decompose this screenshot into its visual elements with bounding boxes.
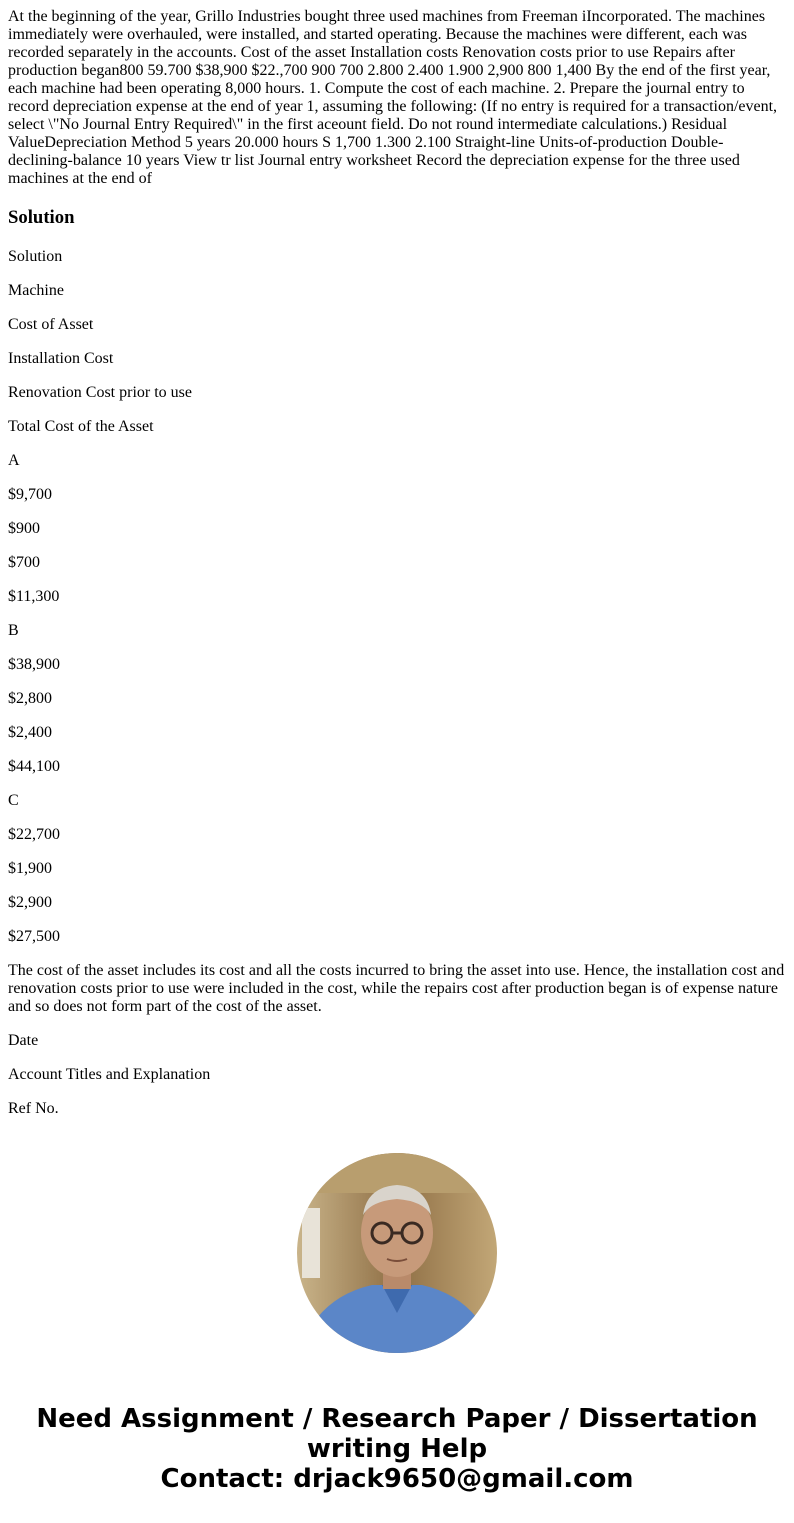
- table-cell: $9,700: [8, 486, 52, 503]
- table-cell: A: [8, 452, 20, 469]
- cost-table: [8, 282, 786, 946]
- table-header-installation-cost: Installation Cost: [8, 350, 114, 367]
- journal-header-ref-no: Ref No.: [8, 1100, 59, 1117]
- table-cell: $900: [8, 520, 40, 537]
- avatar: [297, 1153, 497, 1353]
- footer-line-2: writing Help: [306, 1434, 488, 1464]
- table-header-renovation-cost: Renovation Cost prior to use: [8, 384, 192, 401]
- table-cell: C: [8, 792, 19, 809]
- footer-line-1: Need Assignment / Research Paper / Dissertation: [36, 1404, 758, 1434]
- table-cell: $2,900: [8, 894, 52, 911]
- table-cell: $2,800: [8, 690, 52, 707]
- table-cell: $38,900: [8, 656, 60, 673]
- table-cell: $27,500: [8, 928, 60, 945]
- table-cell: $11,300: [8, 588, 60, 605]
- table-cell: $44,100: [8, 758, 60, 775]
- explanation-text: The cost of the asset includes its cost and all the costs incurred to bring the asset into use. Hence, the installation cost and renovation costs prior to use were included in the cost, while the repairs cost after production began is of expense nature and so does not form part of the cost of the asset.: [8, 962, 785, 1015]
- table-header-cost-of-asset: Cost of Asset: [8, 316, 94, 333]
- table-header-machine: Machine: [8, 282, 64, 299]
- solution-label: Solution: [8, 248, 63, 265]
- table-cell: $2,400: [8, 724, 52, 741]
- table-cell: $22,700: [8, 826, 60, 843]
- question-text: At the beginning of the year, Grillo Industries bought three used machines from Freeman iIncorporated. The machines immediately were overhauled, were installed, and started operating. Because the machines were different, each was recorded separately in the accounts. Cost of the asset Installation costs Renovation costs prior to use Repairs after production began800 59.700 $38,900 $22.,700 900 700 2.800 2.400 1.900 2,900 800 1,400 By the end of the first year, each machine had been operating 8,000 hours. 1. Compute the cost of each machine. 2. Prepare the journal entry to record depreciation expense at the end of year 1, assuming the following: (If no entry is required for a transaction/event, select \"No Journal Entry Required\" in the first aceount field. Do not round intermediate calculations.) Residual ValueDepreciation Method 5 years 20.000 hours S 1,700 1.300 2.100 Straight-line Units-of-production Double-declining-balance 10 years View tr list Journal entry worksheet Record the depreciation expense for the three used machines at the end of: [8, 8, 778, 187]
- table-cell: $700: [8, 554, 40, 571]
- journal-header-date: Date: [8, 1032, 39, 1049]
- table-cell: B: [8, 622, 19, 639]
- table-header-total-cost: Total Cost of the Asset: [8, 418, 154, 435]
- footer-banner: [0, 1404, 794, 1494]
- footer-contact: Contact: drjack9650@gmail.com: [160, 1464, 634, 1494]
- journal-table-header: [8, 1032, 786, 1118]
- solution-heading: Solution: [8, 207, 75, 228]
- table-cell: $1,900: [8, 860, 52, 877]
- journal-header-account-titles: Account Titles and Explanation: [8, 1066, 211, 1083]
